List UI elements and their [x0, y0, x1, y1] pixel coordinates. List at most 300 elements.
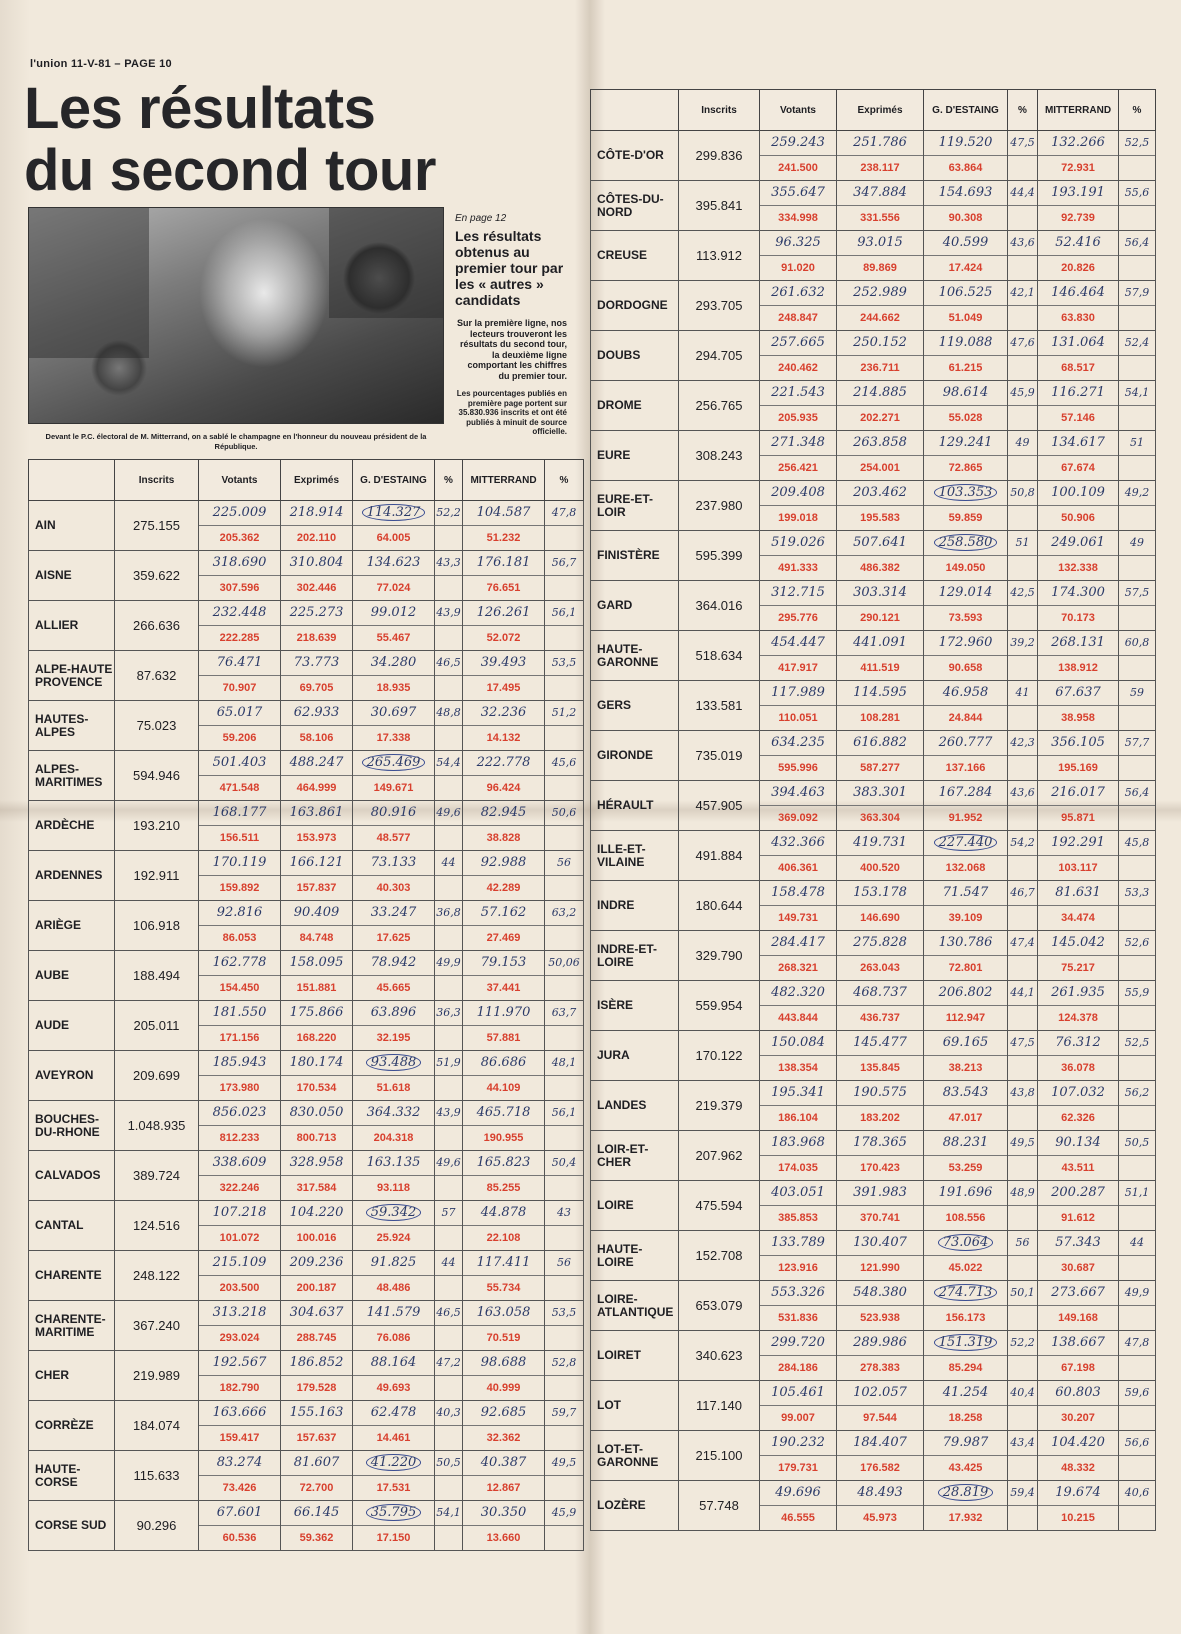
destaing-pct-cell: [1008, 881, 1038, 931]
destaing-pct-cell: [435, 1451, 463, 1501]
exprimes-first-round: 202.271: [860, 412, 900, 424]
votants-first-round: 334.998: [778, 212, 818, 224]
mitterrand-cell: [463, 851, 545, 901]
mitterrand-pct-cell: [1119, 1231, 1156, 1281]
mitterrand-second-round: 30.350: [463, 1501, 544, 1526]
exprimes-first-round: 168.220: [296, 1032, 337, 1044]
mitterrand-pct-cell: [1119, 1331, 1156, 1381]
table-header-row: [29, 460, 584, 501]
exprimes-second-round: 102.057: [837, 1381, 923, 1406]
exprimes-cell: [837, 381, 924, 431]
exprimes-cell: [281, 1451, 353, 1501]
exprimes-cell: [837, 731, 924, 781]
votants-cell: [199, 751, 281, 801]
votants-second-round: 96.325: [760, 231, 836, 256]
column-header: Inscrits: [115, 460, 199, 501]
destaing-pct-cell: [1008, 431, 1038, 481]
department-name: LOT-ET-GARONNE: [591, 1431, 679, 1481]
mitterrand-pct-cell: [545, 1251, 584, 1301]
inscrits-value: 237.980: [679, 481, 760, 531]
inscrits-value: 57.748: [679, 1481, 760, 1531]
exprimes-first-round: 331.556: [860, 212, 900, 224]
destaing-second-round: 83.543: [924, 1081, 1007, 1106]
votants-first-round: 86.053: [222, 932, 257, 944]
votants-first-round: 812.233: [219, 1132, 260, 1144]
mitterrand-pct-second-round: 49,5: [545, 1451, 583, 1476]
exprimes-second-round: 391.983: [837, 1181, 923, 1206]
mitterrand-pct-cell: [545, 701, 584, 751]
exprimes-second-round: 153.178: [837, 881, 923, 906]
exprimes-second-round: 289.986: [837, 1331, 923, 1356]
mitterrand-second-round: 465.718: [463, 1101, 544, 1126]
destaing-pct-first-round: [1008, 506, 1037, 530]
exprimes-second-round: 175.866: [281, 1001, 352, 1026]
column-header: %: [1008, 90, 1038, 131]
destaing-pct-cell: [1008, 1431, 1038, 1481]
exprimes-first-round: 72.700: [299, 1482, 334, 1494]
mitterrand-pct-cell: [1119, 1081, 1156, 1131]
department-name: HAUTE-GARONNE: [591, 631, 679, 681]
mitterrand-cell: [463, 1201, 545, 1251]
mitterrand-second-round: 90.134: [1038, 1131, 1118, 1156]
department-name: LOZÈRE: [591, 1481, 679, 1531]
table-row: [591, 1131, 1156, 1181]
destaing-pct-cell: [435, 951, 463, 1001]
exprimes-second-round: 145.477: [837, 1031, 923, 1056]
mitterrand-pct-second-round: 40,6: [1119, 1481, 1155, 1506]
mitterrand-pct-first-round: [545, 576, 583, 600]
votants-cell: [760, 1031, 837, 1081]
mitterrand-cell: [1038, 1231, 1119, 1281]
destaing-pct-first-round: [1008, 1106, 1037, 1130]
votants-first-round: 205.935: [778, 412, 818, 424]
votants-first-round: 159.417: [219, 1432, 260, 1444]
mitterrand-first-round: 30.687: [1061, 1262, 1095, 1274]
mitterrand-second-round: 192.291: [1038, 831, 1118, 856]
destaing-first-round: 64.005: [376, 532, 411, 544]
exprimes-second-round: 184.407: [837, 1431, 923, 1456]
mitterrand-first-round: 67.198: [1061, 1362, 1095, 1374]
column-header: Votants: [199, 460, 281, 501]
table-row: [29, 1401, 584, 1451]
mitterrand-cell: [1038, 831, 1119, 881]
votants-cell: [760, 1431, 837, 1481]
destaing-pct-second-round: 44,1: [1008, 981, 1037, 1006]
department-name: EURE-ET-LOIR: [591, 481, 679, 531]
exprimes-cell: [837, 981, 924, 1031]
exprimes-second-round: 441.091: [837, 631, 923, 656]
destaing-second-round: [353, 1451, 434, 1476]
mitterrand-second-round: 268.131: [1038, 631, 1118, 656]
destaing-pct-first-round: [435, 1076, 462, 1100]
mitterrand-pct-cell: [545, 1151, 584, 1201]
destaing-second-round: 40.599: [924, 231, 1007, 256]
mitterrand-second-round: 82.945: [463, 801, 544, 826]
exprimes-second-round: 48.493: [837, 1481, 923, 1506]
department-name: ALLIER: [29, 601, 115, 651]
mitterrand-pct-cell: [1119, 781, 1156, 831]
mitterrand-pct-second-round: 53,5: [545, 651, 583, 676]
destaing-cell: [353, 801, 435, 851]
votants-first-round: 203.500: [219, 1282, 260, 1294]
inscrits-value: 256.765: [679, 381, 760, 431]
mitterrand-pct-cell: [1119, 381, 1156, 431]
votants-cell: [760, 781, 837, 831]
votants-cell: [199, 901, 281, 951]
destaing-first-round: 55.028: [948, 412, 983, 424]
votants-first-round: 179.731: [778, 1462, 818, 1474]
mitterrand-pct-second-round: 60,8: [1119, 631, 1155, 656]
votants-cell: [760, 1281, 837, 1331]
table-row: [591, 1181, 1156, 1231]
mitterrand-pct-cell: [1119, 731, 1156, 781]
mitterrand-pct-first-round: [545, 1476, 583, 1500]
department-name: LOIRE-ATLANTIQUE: [591, 1281, 679, 1331]
table-row: [591, 1431, 1156, 1481]
mitterrand-first-round: 103.117: [1058, 862, 1098, 874]
mitterrand-pct-cell: [545, 1301, 584, 1351]
inscrits-value: 340.623: [679, 1331, 760, 1381]
votants-cell: [199, 1201, 281, 1251]
mitterrand-first-round: 12.867: [486, 1482, 521, 1494]
destaing-first-round: 17.531: [376, 1482, 411, 1494]
exprimes-second-round: 830.050: [281, 1101, 352, 1126]
destaing-pct-second-round: 46,7: [1008, 881, 1037, 906]
mitterrand-second-round: 32.236: [463, 701, 544, 726]
destaing-cell: [924, 181, 1008, 231]
mitterrand-pct-cell: [1119, 1481, 1156, 1531]
votants-second-round: 92.816: [199, 901, 280, 926]
mitterrand-pct-first-round: [1119, 1106, 1155, 1130]
department-name: DROME: [591, 381, 679, 431]
destaing-pct-first-round: [1008, 1156, 1037, 1180]
mitterrand-cell: [1038, 281, 1119, 331]
mitterrand-cell: [463, 1351, 545, 1401]
mitterrand-pct-second-round: 57,9: [1119, 281, 1155, 306]
mitterrand-cell: [1038, 531, 1119, 581]
mitterrand-second-round: 163.058: [463, 1301, 544, 1326]
destaing-cell: [924, 881, 1008, 931]
mitterrand-first-round: 70.173: [1061, 612, 1095, 624]
destaing-pct-first-round: [435, 1476, 462, 1500]
destaing-first-round: 132.068: [945, 862, 986, 874]
inscrits-value: 87.632: [115, 651, 199, 701]
mitterrand-second-round: 67.637: [1038, 681, 1118, 706]
mitterrand-pct-second-round: 52,4: [1119, 331, 1155, 356]
table-row: [29, 1251, 584, 1301]
votants-second-round: 105.461: [760, 1381, 836, 1406]
destaing-second-round: 99.012: [353, 601, 434, 626]
mitterrand-pct-second-round: 59,7: [545, 1401, 583, 1426]
destaing-pct-cell: [1008, 1031, 1038, 1081]
department-name: AUDE: [29, 1001, 115, 1051]
exprimes-second-round: 251.786: [837, 131, 923, 156]
department-name: AVEYRON: [29, 1051, 115, 1101]
exprimes-cell: [837, 1181, 924, 1231]
destaing-cell: [353, 1351, 435, 1401]
mitterrand-cell: [463, 601, 545, 651]
destaing-pct-second-round: 46,5: [435, 1301, 462, 1326]
destaing-pct-first-round: [435, 726, 462, 750]
mitterrand-pct-second-round: 45,9: [545, 1501, 583, 1526]
votants-first-round: 186.104: [778, 1112, 818, 1124]
votants-first-round: 491.333: [778, 562, 818, 574]
destaing-pct-first-round: [435, 526, 462, 550]
votants-second-round: 158.478: [760, 881, 836, 906]
mitterrand-cell: [1038, 1081, 1119, 1131]
destaing-pct-cell: [1008, 1181, 1038, 1231]
mitterrand-pct-cell: [545, 1451, 584, 1501]
exprimes-first-round: 58.106: [299, 732, 334, 744]
circled-value: 227.440: [934, 834, 998, 851]
destaing-pct-cell: [1008, 131, 1038, 181]
destaing-pct-second-round: 42,3: [1008, 731, 1037, 756]
mitterrand-pct-cell: [1119, 1131, 1156, 1181]
mitterrand-second-round: 216.017: [1038, 781, 1118, 806]
destaing-pct-cell: [1008, 381, 1038, 431]
destaing-pct-second-round: 47,5: [1008, 1031, 1037, 1056]
destaing-second-round: [353, 1201, 434, 1226]
mitterrand-pct-second-round: 56,1: [545, 601, 583, 626]
destaing-pct-second-round: 44: [435, 851, 462, 876]
votants-first-round: 73.426: [222, 1482, 257, 1494]
headline-line-2: du second tour: [24, 138, 436, 203]
exprimes-first-round: 236.711: [860, 362, 900, 374]
destaing-second-round: 71.547: [924, 881, 1007, 906]
mitterrand-pct-second-round: 52,8: [545, 1351, 583, 1376]
votants-second-round: 501.403: [199, 751, 280, 776]
destaing-first-round: 17.338: [376, 732, 411, 744]
destaing-cell: [924, 531, 1008, 581]
sidebar-kicker: En page 12: [455, 213, 507, 224]
destaing-pct-second-round: 52,2: [435, 501, 462, 526]
exprimes-second-round: 468.737: [837, 981, 923, 1006]
mitterrand-cell: [1038, 181, 1119, 231]
exprimes-cell: [281, 1101, 353, 1151]
exprimes-second-round: 209.236: [281, 1251, 352, 1276]
exprimes-cell: [837, 1381, 924, 1431]
votants-cell: [199, 1051, 281, 1101]
mitterrand-cell: [463, 1451, 545, 1501]
mitterrand-second-round: 176.181: [463, 551, 544, 576]
destaing-second-round: 46.958: [924, 681, 1007, 706]
department-name: CALVADOS: [29, 1151, 115, 1201]
table-row: [29, 1051, 584, 1101]
mitterrand-pct-cell: [1119, 431, 1156, 481]
votants-second-round: 284.417: [760, 931, 836, 956]
destaing-pct-first-round: [435, 1326, 462, 1350]
votants-cell: [199, 701, 281, 751]
table-row: [591, 1231, 1156, 1281]
inscrits-value: 275.155: [115, 501, 199, 551]
exprimes-first-round: 523.938: [860, 1312, 900, 1324]
votants-first-round: 240.462: [778, 362, 818, 374]
mitterrand-first-round: 72.931: [1061, 162, 1095, 174]
mitterrand-first-round: 85.255: [486, 1182, 521, 1194]
exprimes-second-round: 252.989: [837, 281, 923, 306]
mitterrand-first-round: 32.362: [486, 1432, 521, 1444]
mitterrand-pct-first-round: [545, 826, 583, 850]
mitterrand-second-round: 86.686: [463, 1051, 544, 1076]
destaing-pct-second-round: 47,6: [1008, 331, 1037, 356]
mitterrand-pct-first-round: [1119, 1506, 1155, 1530]
exprimes-first-round: 146.690: [860, 912, 900, 924]
mitterrand-pct-second-round: 56,1: [545, 1101, 583, 1126]
mitterrand-cell: [1038, 1281, 1119, 1331]
votants-first-round: 295.776: [778, 612, 818, 624]
exprimes-second-round: 275.828: [837, 931, 923, 956]
mitterrand-pct-cell: [545, 651, 584, 701]
circled-value: 265.469: [362, 754, 426, 771]
destaing-second-round: 79.987: [924, 1431, 1007, 1456]
destaing-first-round: 73.593: [948, 612, 983, 624]
mitterrand-pct-first-round: [1119, 1056, 1155, 1080]
mitterrand-pct-cell: [1119, 181, 1156, 231]
inscrits-value: 133.581: [679, 681, 760, 731]
mitterrand-pct-first-round: [1119, 556, 1155, 580]
mitterrand-pct-first-round: [1119, 956, 1155, 980]
exprimes-first-round: 59.362: [299, 1532, 334, 1544]
destaing-second-round: 163.135: [353, 1151, 434, 1176]
destaing-first-round: 17.932: [948, 1512, 983, 1524]
destaing-cell: [924, 681, 1008, 731]
destaing-first-round: 51.049: [948, 312, 983, 324]
mitterrand-pct-second-round: 57,7: [1119, 731, 1155, 756]
votants-first-round: 268.321: [778, 962, 818, 974]
mitterrand-pct-second-round: 54,1: [1119, 381, 1155, 406]
exprimes-cell: [837, 1431, 924, 1481]
table-row: [591, 681, 1156, 731]
table-row: [29, 551, 584, 601]
exprimes-cell: [837, 531, 924, 581]
destaing-second-round: 106.525: [924, 281, 1007, 306]
destaing-pct-cell: [1008, 1381, 1038, 1431]
mitterrand-second-round: 273.667: [1038, 1281, 1118, 1306]
destaing-pct-second-round: 54,4: [435, 751, 462, 776]
exprimes-first-round: 263.043: [860, 962, 900, 974]
mitterrand-cell: [1038, 1181, 1119, 1231]
mitterrand-pct-cell: [1119, 1431, 1156, 1481]
exprimes-second-round: 90.409: [281, 901, 352, 926]
votants-first-round: 46.555: [781, 1512, 815, 1524]
exprimes-first-round: 153.973: [296, 832, 337, 844]
votants-first-round: 99.007: [781, 1412, 815, 1424]
mitterrand-pct-first-round: [545, 676, 583, 700]
destaing-first-round: 90.308: [948, 212, 983, 224]
exprimes-first-round: 89.869: [863, 262, 897, 274]
mitterrand-second-round: 104.420: [1038, 1431, 1118, 1456]
exprimes-first-round: 370.741: [860, 1212, 900, 1224]
mitterrand-pct-first-round: [545, 1076, 583, 1100]
inscrits-value: 329.790: [679, 931, 760, 981]
destaing-cell: [924, 331, 1008, 381]
exprimes-second-round: 93.015: [837, 231, 923, 256]
department-name: CANTAL: [29, 1201, 115, 1251]
mitterrand-pct-cell: [1119, 681, 1156, 731]
mitterrand-second-round: 261.935: [1038, 981, 1118, 1006]
mitterrand-first-round: 195.169: [1058, 762, 1098, 774]
exprimes-first-round: 238.117: [860, 162, 900, 174]
destaing-first-round: 24.844: [948, 712, 983, 724]
destaing-first-round: 17.424: [948, 262, 983, 274]
votants-second-round: 432.366: [760, 831, 836, 856]
mitterrand-first-round: 13.660: [486, 1532, 521, 1544]
destaing-pct-first-round: [1008, 1506, 1037, 1530]
table-row: [29, 1451, 584, 1501]
department-name: CHARENTE: [29, 1251, 115, 1301]
destaing-first-round: 77.024: [376, 582, 411, 594]
inscrits-value: 188.494: [115, 951, 199, 1001]
exprimes-cell: [281, 1051, 353, 1101]
inscrits-value: 90.296: [115, 1501, 199, 1551]
photo-caption: Devant le P.C. électoral de M. Mitterrand, on a sablé le champagne en l'honneur du nouveau président de la République.: [45, 432, 427, 451]
mitterrand-pct-second-round: 49,9: [1119, 1281, 1155, 1306]
table-row: [591, 981, 1156, 1031]
destaing-pct-cell: [1008, 281, 1038, 331]
table-row: [591, 1331, 1156, 1381]
inscrits-value: 735.019: [679, 731, 760, 781]
mitterrand-first-round: 63.830: [1061, 312, 1095, 324]
exprimes-second-round: 73.773: [281, 651, 352, 676]
destaing-pct-cell: [1008, 931, 1038, 981]
exprimes-first-round: 288.745: [296, 1332, 337, 1344]
table-row: [29, 1101, 584, 1151]
votants-cell: [199, 851, 281, 901]
destaing-first-round: 45.022: [948, 1262, 983, 1274]
destaing-cell: [924, 1431, 1008, 1481]
destaing-cell: [353, 1001, 435, 1051]
mitterrand-cell: [1038, 781, 1119, 831]
votants-cell: [199, 951, 281, 1001]
exprimes-second-round: 178.365: [837, 1131, 923, 1156]
destaing-cell: [353, 901, 435, 951]
votants-first-round: 248.847: [778, 312, 818, 324]
mitterrand-pct-second-round: 55,9: [1119, 981, 1155, 1006]
votants-first-round: 595.996: [778, 762, 818, 774]
mitterrand-pct-second-round: 56,4: [1119, 781, 1155, 806]
mitterrand-pct-second-round: 51,1: [1119, 1181, 1155, 1206]
mitterrand-cell: [463, 1501, 545, 1551]
votants-cell: [199, 1151, 281, 1201]
inscrits-value: 184.074: [115, 1401, 199, 1451]
votants-second-round: 190.232: [760, 1431, 836, 1456]
destaing-cell: [924, 781, 1008, 831]
destaing-pct-second-round: 47,4: [1008, 931, 1037, 956]
exprimes-first-round: 587.277: [860, 762, 900, 774]
destaing-pct-first-round: [435, 976, 462, 1000]
destaing-second-round: 129.014: [924, 581, 1007, 606]
circled-value: 35.795: [366, 1504, 422, 1521]
votants-cell: [199, 651, 281, 701]
destaing-first-round: 49.693: [376, 1382, 411, 1394]
mitterrand-cell: [1038, 931, 1119, 981]
celebration-photo: [28, 207, 444, 424]
destaing-second-round: 364.332: [353, 1101, 434, 1126]
destaing-cell: [353, 951, 435, 1001]
votants-second-round: 183.968: [760, 1131, 836, 1156]
mitterrand-pct-cell: [545, 551, 584, 601]
inscrits-value: 192.911: [115, 851, 199, 901]
mitterrand-first-round: 76.651: [486, 582, 521, 594]
destaing-pct-first-round: [1008, 356, 1037, 380]
destaing-pct-cell: [1008, 581, 1038, 631]
mitterrand-first-round: 55.734: [486, 1282, 521, 1294]
inscrits-value: 294.705: [679, 331, 760, 381]
votants-first-round: 110.051: [778, 712, 818, 724]
mitterrand-pct-first-round: [545, 526, 583, 550]
exprimes-cell: [837, 1231, 924, 1281]
department-name: ILLE-ET-VILAINE: [591, 831, 679, 881]
